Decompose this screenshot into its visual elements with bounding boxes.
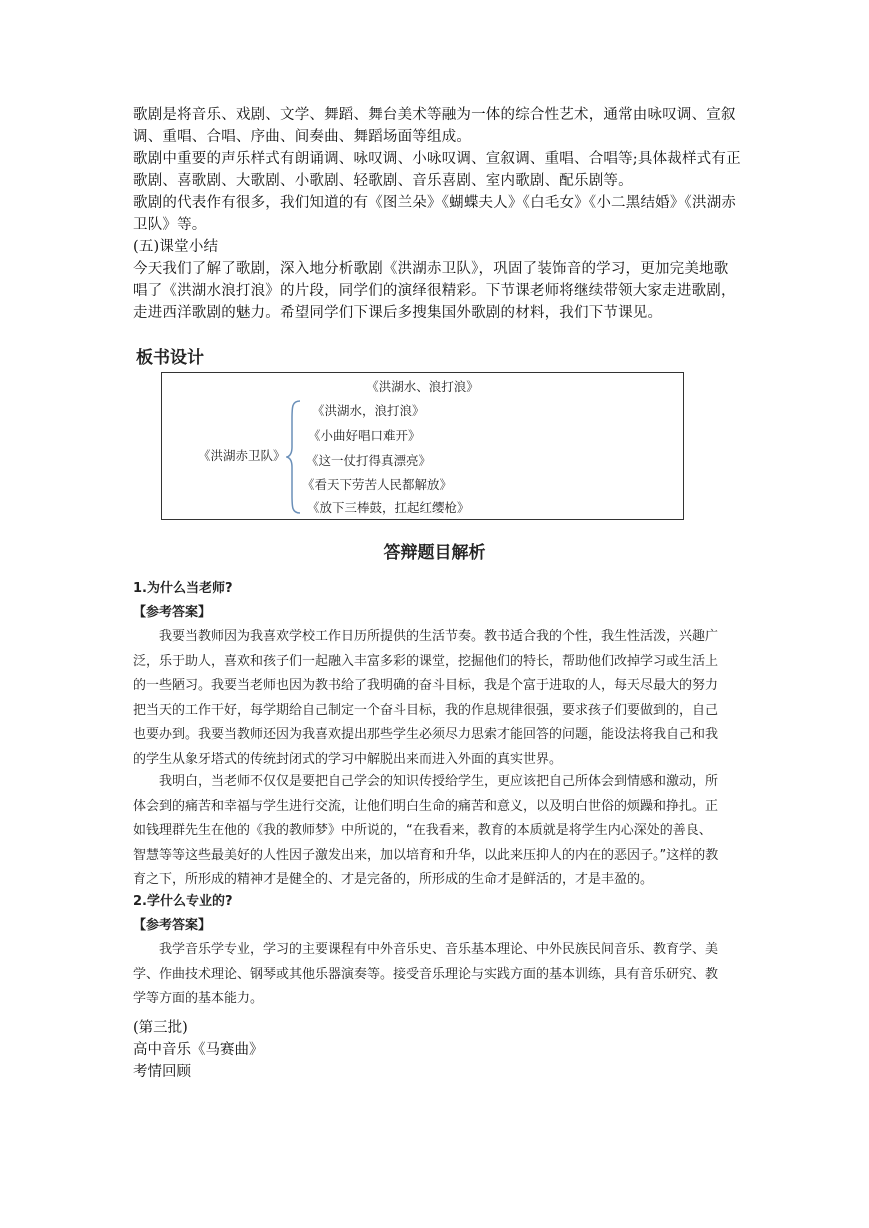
batch-label: (第三批) (133, 1020, 188, 1036)
intro-paragraph-1: 歌剧是将音乐、戏剧、文学、舞蹈、舞台美术等融为一体的综合性艺术，通常由咏叹调、宣叙调、重唱、合唱、序曲、间奏曲、舞蹈场面等组成。 (133, 107, 736, 145)
board-item: 《放下三棒鼓，扛起红缨枪》 (307, 500, 470, 515)
question-2: 2.学什么专业的? (133, 894, 233, 909)
reference-answer-label-2: 【参考答案】 (133, 918, 212, 933)
board-design-box (161, 372, 684, 520)
question-1: 1.为什么当老师? (133, 581, 233, 596)
answer-2-paragraph: 我学音乐学专业，学习的主要课程有中外音乐史、音乐基本理论、中外民族民间音乐、教育学、美学、作曲技术理论、钢琴或其他乐器演奏等。接受音乐理论与实践方面的基本训练，具有音乐研究、教学等方面的基本能力。 (133, 942, 719, 1007)
board-item: 《洪湖水，浪打浪》 (312, 403, 425, 418)
answer-1-paragraph-1: 我要当教师因为我喜欢学校工作日历所提供的生活节奏。教书适合我的个性，我生性活泼，兴趣广泛，乐于助人，喜欢和孩子们一起融入丰富多彩的课堂，挖掘他们的特长，帮助他们改掉学习或生活上的一些陋习。我要当老师也因为教书给了我明确的奋斗目标，我是个富于进取的人，每天尽最大的努力把当天的工作干好，每学期给自己制定一个奋斗目标，我的作息规律很强，要求孩子们要做到的，自己也要办到。我要当教师还因为我喜欢提出那些学生必须尽力思索才能回答的问题，能设法将我自己和我的学生从象牙塔式的传统封闭式的学习中解脱出来而进入外面的真实世界。 (133, 629, 719, 767)
board-item: 《看天下劳苦人民都解放》 (302, 477, 453, 492)
summary-paragraph: 今天我们了解了歌剧，深入地分析歌剧《洪湖赤卫队》，巩固了装饰音的学习，更加完美地歌唱了《洪湖水浪打浪》的片段，同学们的演绎很精彩。下节课老师将继续带领大家走进歌剧，走进西洋歌剧的魅力。希望同学们下课后多搜集国外歌剧的材料，我们下节课见。 (133, 261, 736, 321)
lesson-title: 高中音乐《马赛曲》 (133, 1042, 264, 1058)
intro-paragraph-3: 歌剧的代表作有很多，我们知道的有《图兰朵》《蝴蝶夫人》《白毛女》《小二黑结婚》《洪湖赤卫队》等。 (133, 195, 737, 233)
curly-brace-icon (286, 399, 302, 515)
board-item: 《这一仗打得真漂亮》 (306, 453, 432, 468)
exam-review-label: 考情回顾 (133, 1064, 191, 1080)
reference-answer-label-1: 【参考答案】 (133, 605, 212, 620)
intro-paragraph-2: 歌剧中重要的声乐样式有朗诵调、咏叹调、小咏叹调、宣叙调、重唱、合唱等;具体裁样式有正歌剧、喜歌剧、大歌剧、小歌剧、轻歌剧、音乐喜剧、室内歌剧、配乐剧等。 (133, 151, 741, 189)
board-item: 《小曲好唱口难开》 (308, 428, 421, 443)
board-left-title: 《洪湖赤卫队》 (198, 448, 286, 463)
section-heading: (五)课堂小结 (133, 239, 219, 255)
answer-1-paragraph-2: 我明白，当老师不仅仅是要把自己学会的知识传授给学生，更应该把自己所体会到情感和激动，所体会到的痛苦和幸福与学生进行交流，让他们明白生命的痛苦和意义，以及明白世俗的烦躁和挣扎。正如钱理群先生在他的《我的教师梦》中所说的，“在我看来，教育的本质就是将学生内心深处的善良、智慧等等这些最美好的人性因子激发出来，加以培育和升华，以此来压抑人的内在的恶因子。”这样的教育之下，所形成的精神才是健全的、才是完备的，所形成的生命才是鲜活的，才是丰盈的。 (133, 774, 719, 888)
board-design-heading: 板书设计 (136, 348, 204, 368)
qa-heading: 答辩题目解析 (383, 543, 486, 563)
board-top-title: 《洪湖水、浪打浪》 (366, 379, 479, 394)
